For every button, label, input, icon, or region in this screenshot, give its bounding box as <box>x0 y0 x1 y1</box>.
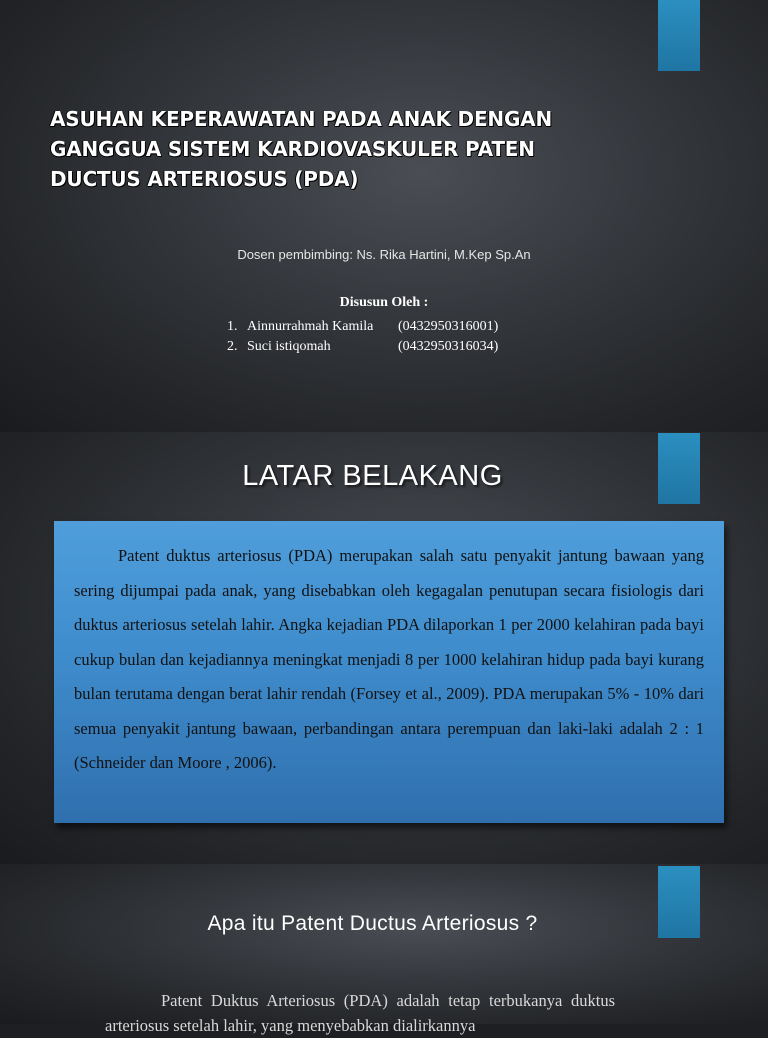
authors-list <box>227 319 527 359</box>
author-name: Suci istiqomah <box>247 339 331 354</box>
title-line: GANGGUA SISTEM KARDIOVASKULER PATEN <box>50 137 535 161</box>
content-box <box>54 521 724 823</box>
list-item <box>227 319 527 339</box>
body-paragraph: Patent duktus arteriosus (PDA) merupakan salah satu penyakit jantung bawaan yang sering dijumpai pada anak, yang disebabkan oleh kegagalan penutupan secara fisiologis dari duktus arteriosus setelah lahir. Angka kejadian PDA dilaporkan 1 per 2000 kelahiran pada bayi cukup bulan dan kejadiannya meningkat menjadi 8 per 1000 kelahiran hidup pada bayi kurang bulan terutama dengan berat lahir rendah (Forsey et al., 2009). PDA merupakan 5% - 10% dari semua penyakit jantung bawaan, perbandingan antara perempuan dan laki-laki adalah 2 : 1 (Schneider dan Moore , 2006). <box>74 546 704 772</box>
author-name: Ainnurrahmah Kamila <box>247 319 374 334</box>
presentation-title <box>50 104 650 194</box>
title-line: DUCTUS ARTERIOSUS (PDA) <box>50 167 359 191</box>
slide-background <box>0 432 768 864</box>
supervisor-text: Dosen pembimbing: Ns. Rika Hartini, M.Kep Sp.An <box>237 247 531 262</box>
author-id: (0432950316034) <box>398 339 499 354</box>
authors-heading: Disusun Oleh : <box>339 295 429 310</box>
item-number: 1. <box>227 319 238 334</box>
author-id: (0432950316001) <box>398 319 499 334</box>
body-paragraph: Patent Duktus Arteriosus (PDA) adalah tetap terbukanya duktus arteriosus setelah lahir, yang menyebabkan dialirkannya <box>105 991 615 1035</box>
slide-title <box>0 0 768 432</box>
section-title: Apa itu Patent Ductus Arteriosus ? <box>207 912 538 935</box>
section-title: LATAR BELAKANG <box>242 460 503 492</box>
title-line: ASUHAN KEPERAWATAN PADA ANAK DENGAN <box>50 107 552 131</box>
list-item <box>227 339 527 359</box>
item-number: 2. <box>227 339 238 354</box>
slide-definition <box>0 864 768 1035</box>
accent-bar <box>658 0 700 71</box>
